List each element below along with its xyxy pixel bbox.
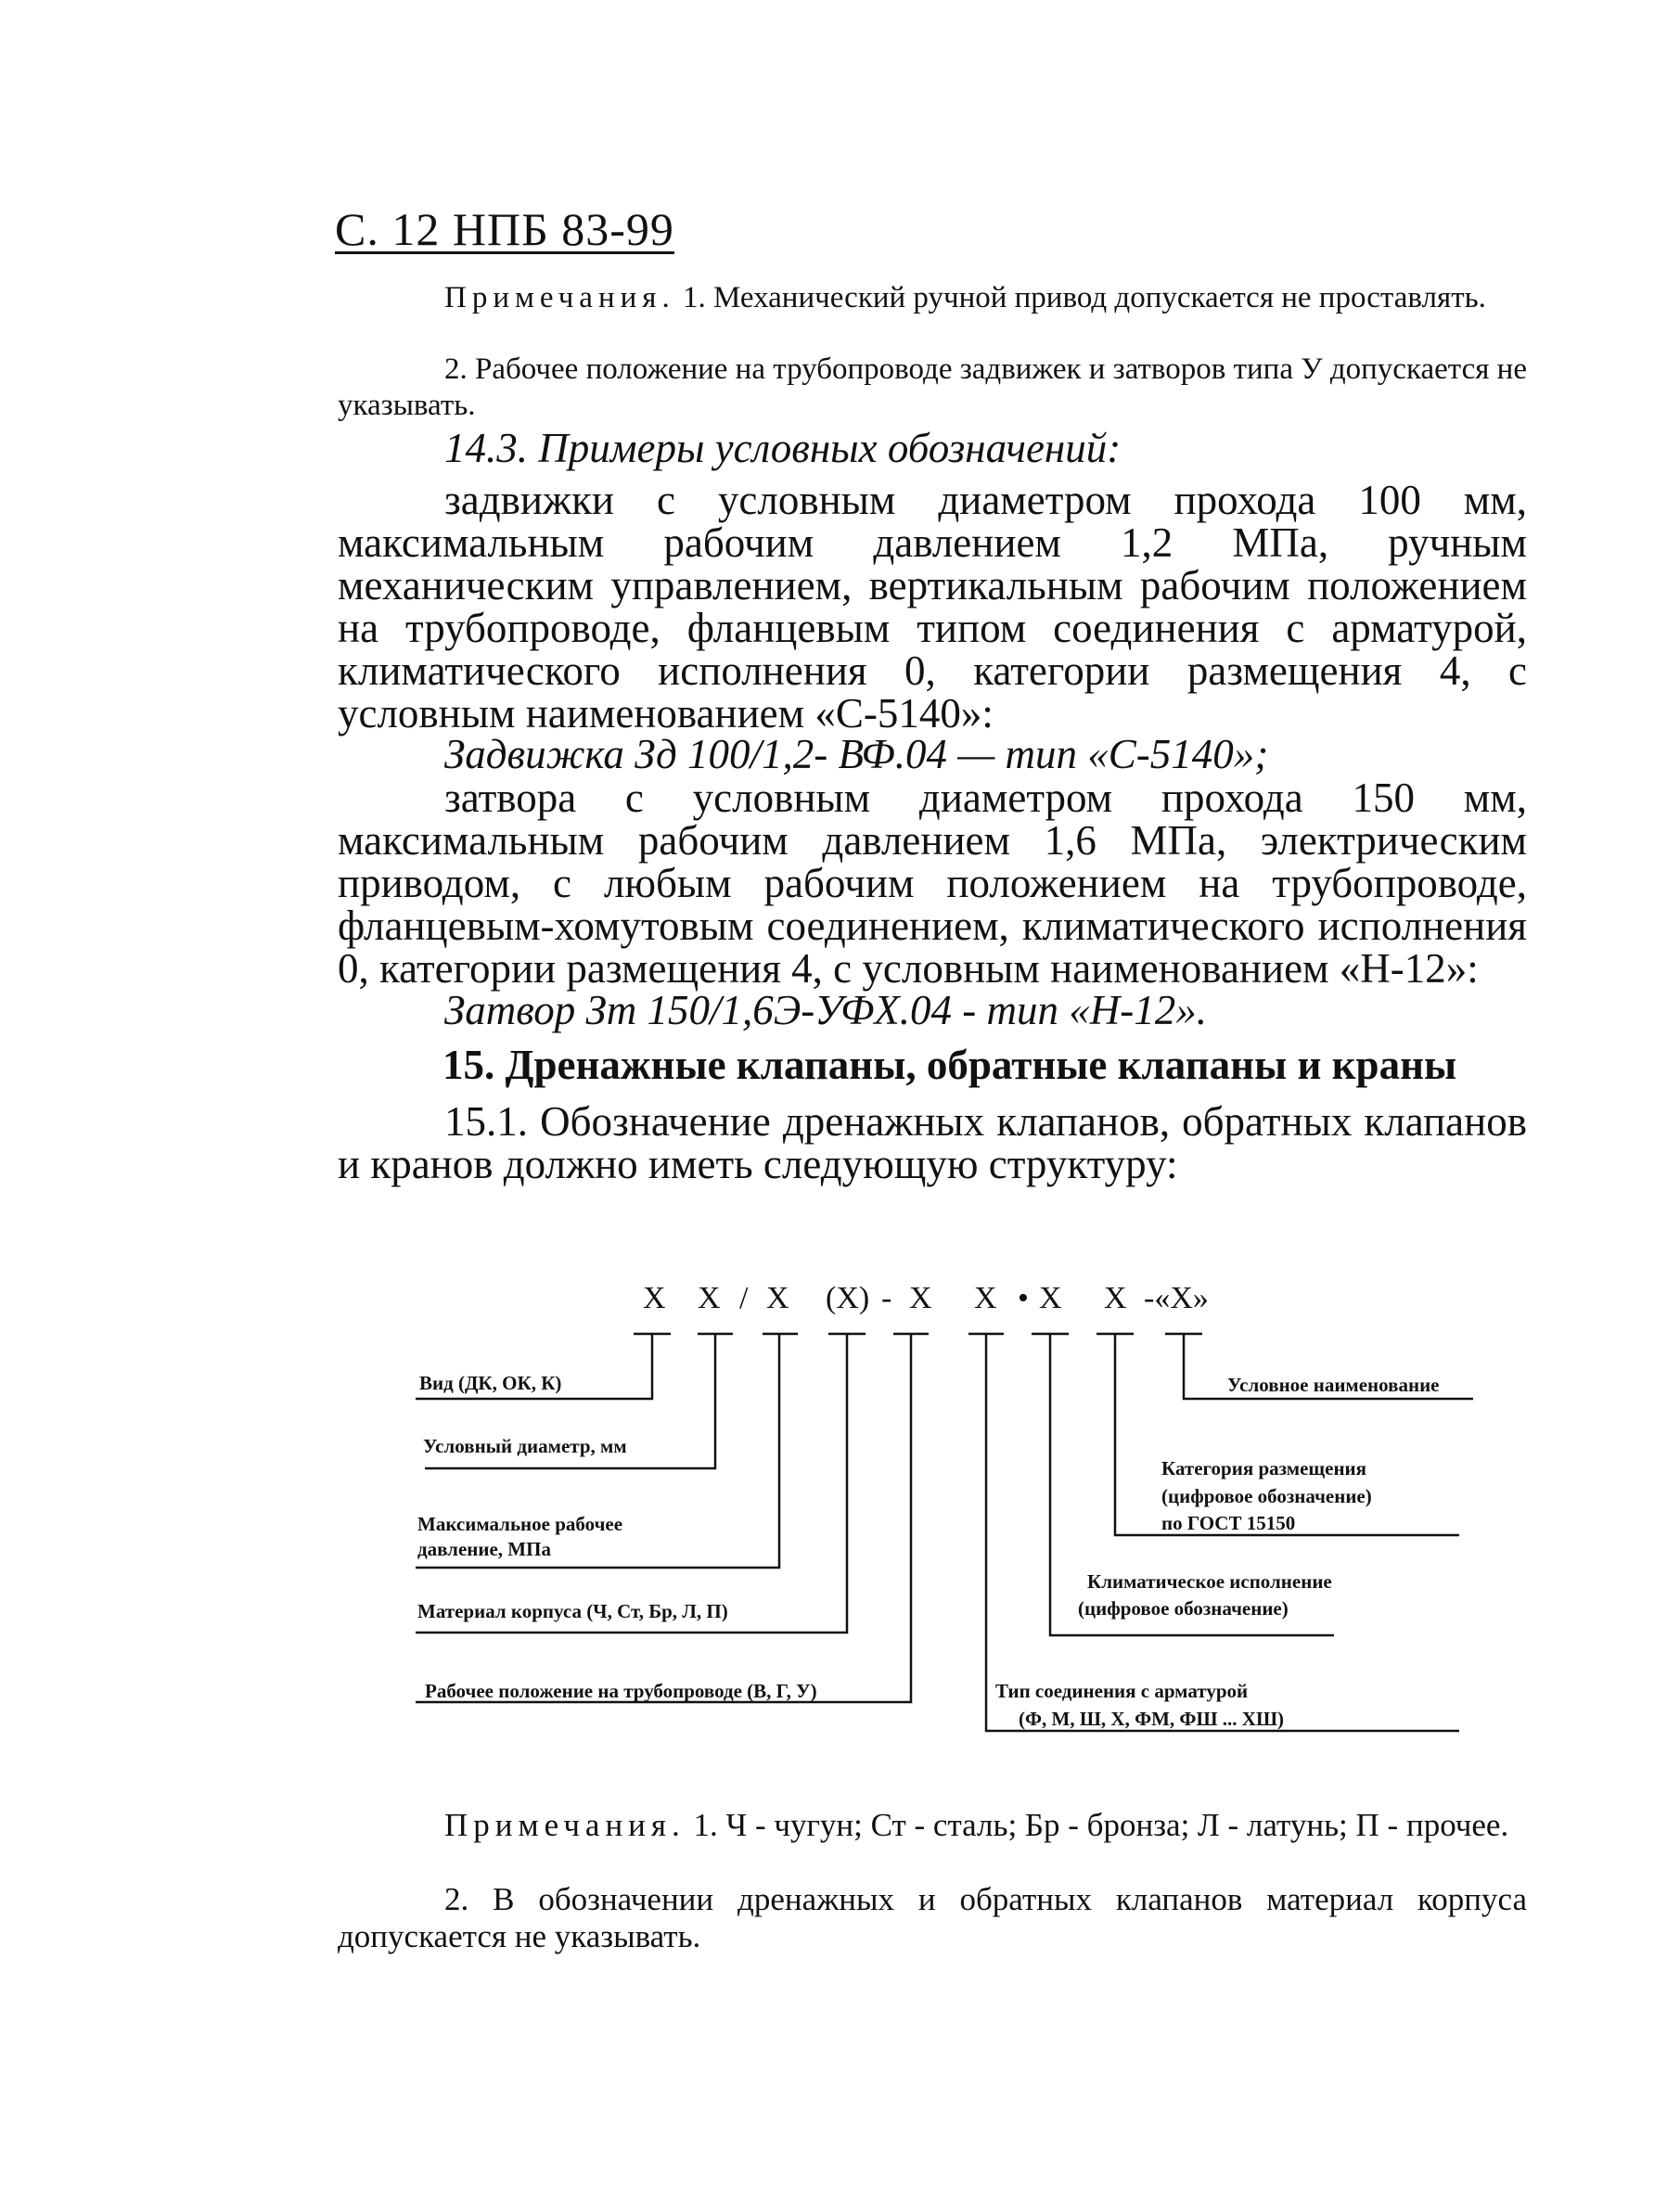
label-material: Материал корпуса (Ч, Ст, Бр, Л, П) [417, 1600, 728, 1622]
code-char-climate: Х [1039, 1281, 1062, 1315]
code-char-dot: • [1018, 1281, 1029, 1315]
label-placement-line-1: Категория размещения [1161, 1457, 1367, 1479]
code-char-diameter: Х [698, 1281, 721, 1315]
page-header: С. 12 НПБ 83-99 [335, 203, 674, 255]
code-char-name: -«Х» [1144, 1281, 1209, 1315]
section-15-title: 15. Дренажные клапаны, обратные клапаны и краны [442, 1042, 1457, 1088]
designation-structure-diagram [0, 1262, 1680, 1762]
label-pressure-line-1: Максимальное рабочее [417, 1513, 623, 1535]
notes-lead: Примечания. [444, 281, 675, 314]
label-diameter: Условный диаметр, мм [423, 1435, 627, 1457]
label-climate-line-1: Климатическое исполнение [1087, 1570, 1332, 1593]
label-name: Условное наименование [1227, 1374, 1440, 1396]
paragraph-15-1: 15.1. Обозначение дренажных клапанов, обратных клапанов и кранов должно иметь следующую структуру: [338, 1098, 1527, 1187]
subsection-14-3-title: 14.3. Примеры условных обозначений: [444, 425, 1122, 471]
bottom-notes-lead: Примечания. [444, 1807, 686, 1843]
label-connection-line-2: (Ф, М, Ш, Х, ФМ, ФШ ... ХШ) [1019, 1708, 1285, 1730]
label-position: Рабочее положение на трубопроводе (В, Г, У) [425, 1680, 817, 1702]
example-2-code: Затвор Зт 150/1,6Э-УФХ.04 - тип «Н-12». [444, 987, 1207, 1033]
code-char-type: Х [643, 1281, 666, 1315]
example-1-code: Задвижка Зд 100/1,2- ВФ.04 — тип «С-5140»; [444, 731, 1269, 777]
label-connection-line-1: Тип соединения с арматурой [995, 1680, 1249, 1702]
code-char-dash-1: - [881, 1281, 892, 1315]
label-climate-line-2: (цифровое обозначение) [1078, 1597, 1289, 1620]
note-1-text: 1. Механический ручной привод допускается не проставлять. [674, 281, 1486, 314]
code-char-position: Х [909, 1281, 932, 1315]
label-type: Вид (ДК, ОК, К) [419, 1372, 562, 1394]
note-2: 2. Рабочее положение на трубопроводе задвижек и затворов типа У допускается не указывать. [338, 352, 1527, 422]
bottom-note-1 [338, 1807, 1527, 1844]
note-1 [338, 280, 1527, 316]
label-placement-line-2: (цифровое обозначение) [1161, 1485, 1372, 1507]
code-char-material: (Х) [826, 1281, 870, 1315]
code-char-pressure: Х [766, 1281, 789, 1315]
bottom-note-2: 2. В обозначении дренажных и обратных клапанов материал корпуса допускается не указывать. [338, 1881, 1527, 1954]
code-char-placement: Х [1104, 1281, 1127, 1315]
label-placement-line-3: по ГОСТ 15150 [1161, 1512, 1296, 1534]
example-2-text: затвора с условным диаметром прохода 150 мм, максимальным рабочим давлением 1,6 МПа, электрическим приводом, с любым рабочим положением на трубопроводе, фланцевым-хомутовым соединением, климатического исполнения 0, категории размещения 4, с условным наименованием «Н-12»: [338, 775, 1527, 992]
code-char-connection: Х [974, 1281, 997, 1315]
example-1-text: задвижки с условным диаметром прохода 100 мм, максимальным рабочим давлением 1,2 МПа, ручным механическим управлением, вертикальным рабочим положением на трубопроводе, фланцевым типом соединения с арматурой, климатического исполнения 0, категории размещения 4, с условным наименованием «С-5140»: [338, 477, 1527, 736]
label-pressure-line-2: давление, МПа [417, 1538, 551, 1560]
code-char-slash: / [739, 1281, 749, 1315]
bottom-note-1-text: 1. Ч - чугун; Ст - сталь; Бр - бронза; Л - латунь; П - прочее. [685, 1807, 1509, 1843]
